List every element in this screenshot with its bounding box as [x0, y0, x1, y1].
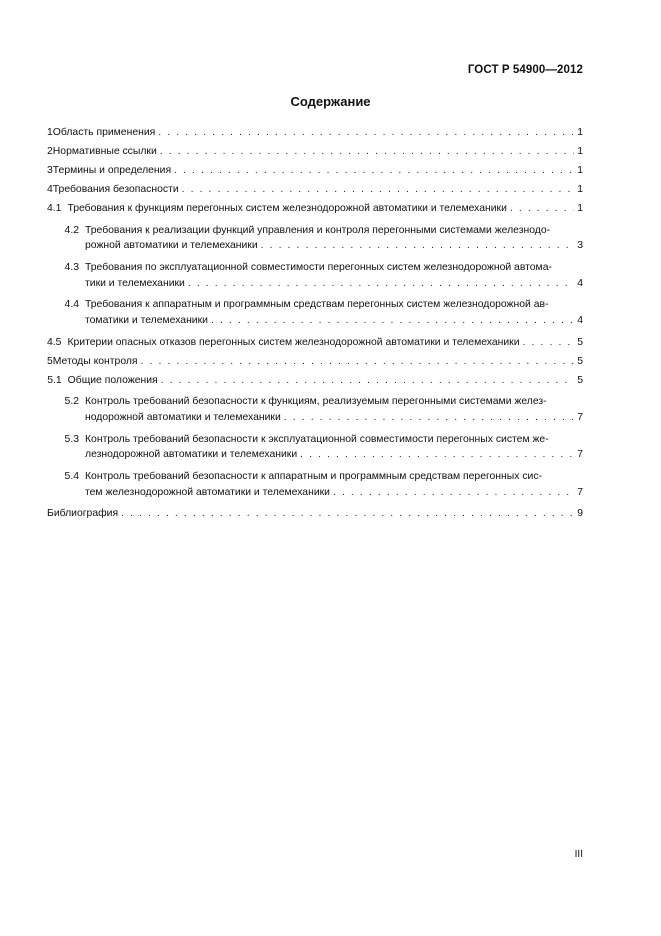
- toc-entry-number: 4.5: [47, 336, 62, 348]
- leader-dots: [523, 335, 574, 351]
- toc-entry-text-line1: Требования по эксплуатационной совместимости перегонных систем железнодорожной автома-: [85, 262, 552, 274]
- page-number: III: [574, 849, 583, 860]
- leader-dots: [261, 238, 574, 254]
- toc-entry-number: 2: [47, 146, 53, 157]
- toc-entry-page: 5: [577, 355, 583, 367]
- leader-dots: [160, 144, 574, 160]
- leader-dots: [211, 313, 574, 329]
- toc-entry-page: 7: [577, 486, 583, 498]
- toc-entry-text: Требования безопасности: [52, 184, 179, 195]
- toc-entry-4-3[interactable]: [47, 260, 583, 291]
- toc-entry-4-2[interactable]: [47, 223, 583, 254]
- toc-entry-number: 4.2: [64, 224, 79, 236]
- toc-entry-5-4[interactable]: [47, 469, 583, 500]
- leader-dots: [141, 354, 574, 370]
- toc-entry-number: 5.1: [47, 374, 62, 386]
- toc-entry-page: 1: [577, 127, 583, 138]
- toc-entry-text-line1: Требования к реализации функций управления и контроля перегонными системами железнодо-: [85, 224, 551, 236]
- leader-dots: [158, 125, 574, 141]
- toc-entry-text-line1: Требования к аппаратным и программным средствам перегонных систем железнодорожной ав-: [85, 299, 549, 311]
- toc-entry-text-line2: рожной автоматики и телемеханики: [85, 240, 258, 252]
- toc-entry-3[interactable]: [47, 163, 583, 179]
- toc-entry-text-line1: Контроль требований безопасности к аппаратным и программным средствам перегонных сис-: [85, 471, 542, 483]
- leader-dots: [300, 447, 574, 463]
- leader-dots: [333, 485, 574, 501]
- toc-entry-2[interactable]: [47, 144, 583, 160]
- leader-dots: [510, 201, 574, 217]
- toc-entry-bibliography[interactable]: [47, 506, 583, 522]
- toc-entry-text-line1: Контроль требований безопасности к эксплуатационной совместимости перегонных систем же-: [85, 433, 549, 445]
- leader-dots: [174, 163, 574, 179]
- leader-dots: [182, 182, 574, 198]
- leader-dots: [161, 373, 574, 389]
- toc-entry-number: 5.4: [64, 471, 79, 483]
- toc-entry-page: 1: [577, 146, 583, 157]
- leader-dots: [188, 276, 574, 292]
- toc-entry-text-line2: томатики и телемеханики: [85, 314, 208, 326]
- toc-entry-5-3[interactable]: [47, 432, 583, 463]
- toc-entry-page: 1: [577, 203, 583, 214]
- toc-entry-text: Область применения: [52, 127, 156, 138]
- toc-entry-5-2[interactable]: [47, 394, 583, 425]
- toc-entry-page: 4: [577, 277, 583, 289]
- toc-title: Содержание: [290, 94, 371, 109]
- toc-entry-text-line2: тики и телемеханики: [85, 277, 185, 289]
- toc-entry-number: 4.3: [64, 262, 79, 274]
- toc-entry-text: Библиография: [47, 508, 119, 520]
- toc-entry-4-4[interactable]: [47, 297, 583, 328]
- toc-entry-page: 1: [577, 165, 583, 176]
- toc-entry-text-line2: тем железнодорожной автоматики и телемеханики: [85, 486, 330, 498]
- toc-entry-number: 4.1: [47, 203, 62, 214]
- toc-entry-page: 3: [577, 240, 583, 252]
- toc-entry-4-1[interactable]: [47, 201, 583, 217]
- toc-entry-text-line1: Контроль требований безопасности к функциям, реализуемым перегонными системами желез-: [85, 396, 547, 408]
- toc-entry-text: Общие положения: [67, 374, 158, 386]
- toc-entry-text-line2: нодорожной автоматики и телемеханики: [85, 411, 281, 423]
- toc-entry-page: 5: [577, 336, 583, 348]
- leader-dots: [284, 410, 574, 426]
- toc-entry-4[interactable]: [47, 182, 583, 198]
- toc-entry-page: 5: [577, 374, 583, 386]
- toc-entry-number: 1: [47, 127, 53, 138]
- toc-entry-page: 7: [577, 449, 583, 461]
- toc-entry-number: 5.3: [64, 433, 79, 445]
- toc-entry-number: 5.2: [64, 396, 79, 408]
- toc-entry-5-1[interactable]: [47, 373, 583, 389]
- toc-entry-5[interactable]: [47, 354, 583, 370]
- toc-entry-text: Методы контроля: [52, 355, 138, 367]
- toc-entry-page: 4: [577, 314, 583, 326]
- toc-entry-text: Термины и определения: [52, 165, 172, 176]
- document-code: ГОСТ Р 54900—2012: [467, 64, 583, 76]
- toc-entry-number: 4.4: [64, 299, 79, 311]
- toc-entry-text-line2: лезнодорожной автоматики и телемеханики: [85, 449, 298, 461]
- toc-entry-number: 5: [47, 355, 53, 367]
- toc-entry-text: Требования к функциям перегонных систем железнодорожной автоматики и телемеханики: [67, 203, 507, 214]
- toc-entry-number: 4: [47, 184, 53, 195]
- toc-entry-page: 7: [577, 411, 583, 423]
- leader-dots: [121, 506, 574, 522]
- toc-entry-4-5[interactable]: [47, 335, 583, 351]
- toc-entry-number: 3: [47, 165, 53, 176]
- toc-entry-1[interactable]: [47, 125, 583, 141]
- table-of-contents: [47, 125, 583, 525]
- toc-entry-page: 1: [577, 184, 583, 195]
- toc-entry-text: Нормативные ссылки: [52, 146, 157, 157]
- toc-entry-page: 9: [577, 508, 583, 520]
- toc-entry-text: Критерии опасных отказов перегонных систем железнодорожной автоматики и телемеханики: [67, 336, 520, 348]
